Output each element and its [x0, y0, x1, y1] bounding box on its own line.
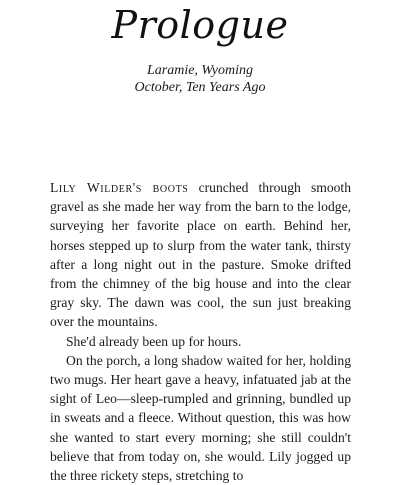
paragraph [50, 351, 351, 485]
paragraph-lead-in: Lily Wilder's boots [50, 180, 189, 195]
chapter-body [50, 178, 351, 485]
paragraph [50, 178, 351, 332]
chapter-title: Prologue [111, 3, 289, 47]
paragraph-text: She'd already been up for hours. [66, 333, 242, 349]
setting-time: October, Ten Years Ago [134, 80, 266, 95]
paragraph [50, 332, 351, 351]
paragraph-text: On the porch, a long shadow waited for her, holding two mugs. Her heart gave a heavy, infatuated jab at the sight of Leo—sleep-rumpled and grinning, bundled up in sweats and a fleece. Without question, this was how she wanted to start every morning; she still couldn't believe that from today on, she would. Lily jogged up the three rickety steps, stretching to [50, 352, 351, 484]
setting-place: Laramie, Wyoming [146, 63, 254, 78]
chapter-setting [0, 62, 400, 96]
paragraph-text: crunched through smooth gravel as she made her way from the barn to the lodge, surveying her favorite place on earth. Behind her, horses stepped up to slurp from the water tank, thirsty after a long night out in the pasture. Smoke drifted from the chimney of the big house and into the clear gray sky. The dawn was cool, the sun just breaking over the mountains. [50, 180, 351, 330]
